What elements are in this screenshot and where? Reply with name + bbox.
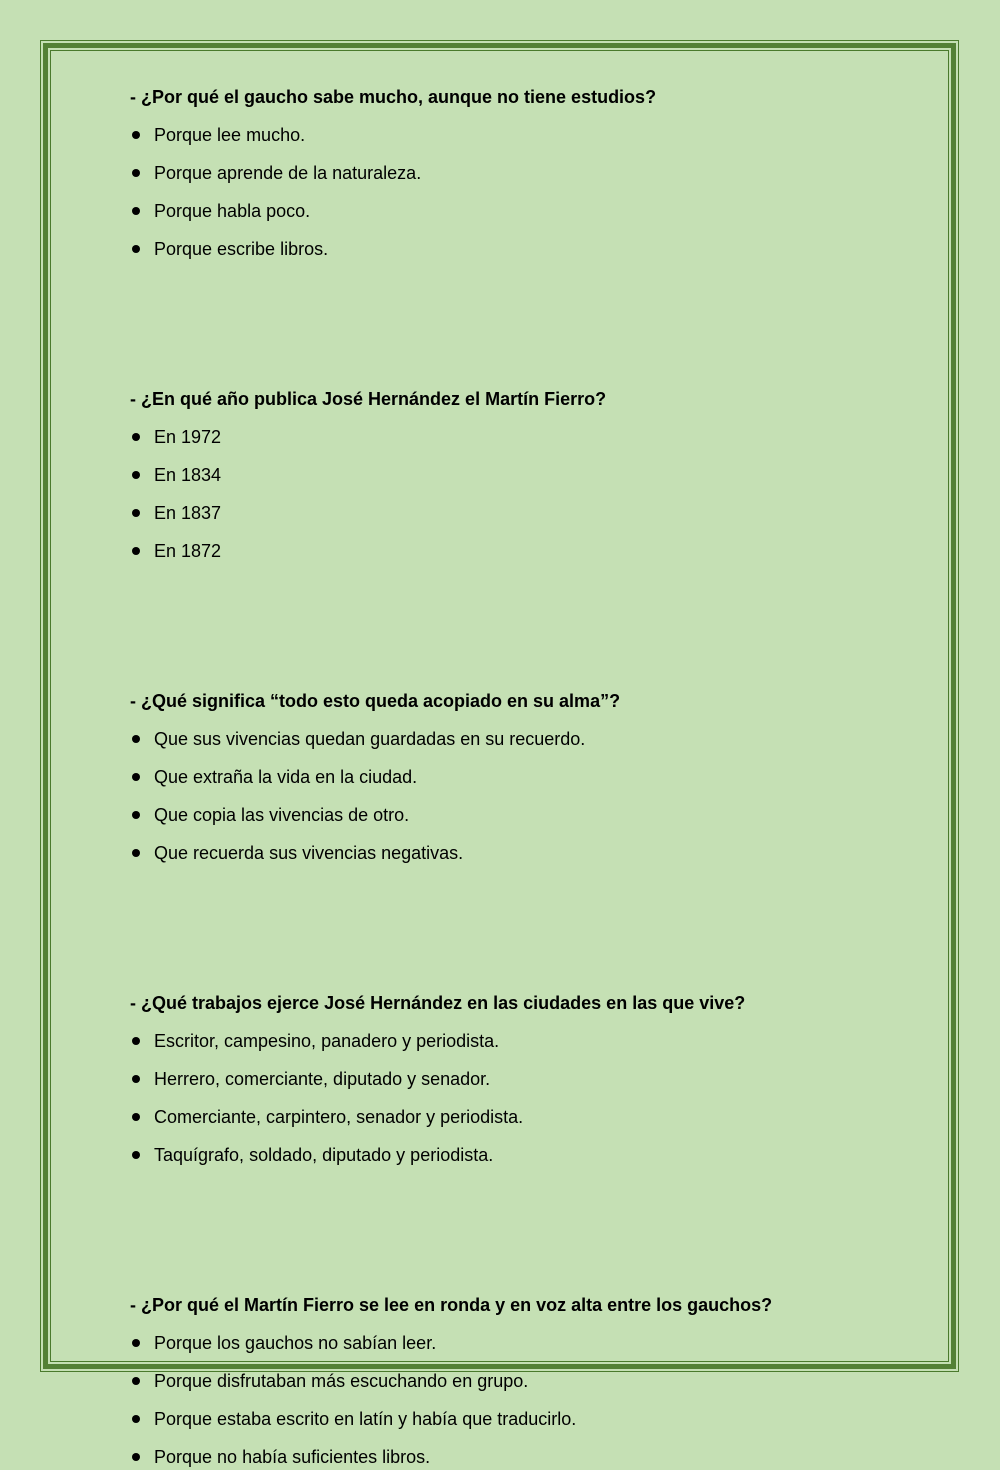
- answer-option-text: Porque estaba escrito en latín y había que traducirlo.: [154, 1409, 577, 1429]
- answer-option[interactable]: [130, 840, 910, 866]
- answer-option[interactable]: [130, 1104, 910, 1130]
- bullet-icon: [132, 547, 140, 555]
- answer-option-text: Que sus vivencias quedan guardadas en su recuerdo.: [154, 729, 586, 749]
- question-title: - ¿Por qué el gaucho sabe mucho, aunque no tiene estudios?: [130, 87, 657, 107]
- answer-options: [130, 1330, 910, 1470]
- answer-option-text: Porque escribe libros.: [154, 239, 329, 259]
- answer-option-text: Escritor, campesino, panadero y periodista.: [154, 1031, 500, 1051]
- answer-option[interactable]: [130, 122, 910, 148]
- answer-options: [130, 726, 910, 866]
- bullet-icon: [132, 433, 140, 441]
- bullet-icon: [132, 471, 140, 479]
- answer-option[interactable]: [130, 1142, 910, 1168]
- worksheet-content: [130, 84, 910, 1470]
- answer-options: [130, 424, 910, 564]
- answer-option-text: Porque no había suficientes libros.: [154, 1447, 431, 1467]
- bullet-icon: [132, 1037, 140, 1045]
- answer-option[interactable]: [130, 160, 910, 186]
- answer-option[interactable]: [130, 1406, 910, 1432]
- bullet-icon: [132, 245, 140, 253]
- answer-option-text: Que extraña la vida en la ciudad.: [154, 767, 418, 787]
- bullet-icon: [132, 207, 140, 215]
- answer-option-text: Comerciante, carpintero, senador y periodista.: [154, 1107, 524, 1127]
- answer-option[interactable]: [130, 802, 910, 828]
- answer-option-text: Porque aprende de la naturaleza.: [154, 163, 422, 183]
- bullet-icon: [132, 811, 140, 819]
- answer-option-text: Que recuerda sus vivencias negativas.: [154, 843, 464, 863]
- answer-options: [130, 122, 910, 262]
- answer-options: [130, 1028, 910, 1168]
- bullet-icon: [132, 849, 140, 857]
- bullet-icon: [132, 509, 140, 517]
- answer-option-text: Porque los gauchos no sabían leer.: [154, 1333, 437, 1353]
- bullet-icon: [132, 1113, 140, 1121]
- bullet-icon: [132, 1415, 140, 1423]
- answer-option-text: En 1972: [154, 427, 222, 447]
- answer-option[interactable]: [130, 726, 910, 752]
- question-title: - ¿Por qué el Martín Fierro se lee en ronda y en voz alta entre los gauchos?: [130, 1295, 773, 1315]
- answer-option-text: Porque lee mucho.: [154, 125, 306, 145]
- answer-option-text: Porque habla poco.: [154, 201, 311, 221]
- bullet-icon: [132, 1151, 140, 1159]
- bullet-icon: [132, 773, 140, 781]
- bullet-icon: [132, 735, 140, 743]
- answer-option[interactable]: [130, 1066, 910, 1092]
- question-title: - ¿En qué año publica José Hernández el Martín Fierro?: [130, 389, 607, 409]
- question-title: - ¿Qué significa “todo esto queda acopiado en su alma”?: [130, 691, 621, 711]
- question-block: [130, 1292, 910, 1470]
- answer-option-text: Que copia las vivencias de otro.: [154, 805, 410, 825]
- question-block: [130, 386, 910, 564]
- answer-option[interactable]: [130, 462, 910, 488]
- question-title: - ¿Qué trabajos ejerce José Hernández en las ciudades en las que vive?: [130, 993, 746, 1013]
- answer-option-text: En 1834: [154, 465, 222, 485]
- bullet-icon: [132, 1339, 140, 1347]
- bullet-icon: [132, 131, 140, 139]
- bullet-icon: [132, 169, 140, 177]
- bullet-icon: [132, 1075, 140, 1083]
- answer-option[interactable]: [130, 1028, 910, 1054]
- answer-option[interactable]: [130, 1330, 910, 1356]
- question-block: [130, 688, 910, 866]
- answer-option-text: Porque disfrutaban más escuchando en grupo.: [154, 1371, 529, 1391]
- answer-option[interactable]: [130, 764, 910, 790]
- answer-option-text: En 1872: [154, 541, 222, 561]
- answer-option-text: En 1837: [154, 503, 222, 523]
- answer-option-text: Taquígrafo, soldado, diputado y periodista.: [154, 1145, 494, 1165]
- answer-option[interactable]: [130, 424, 910, 450]
- answer-option[interactable]: [130, 236, 910, 262]
- answer-option[interactable]: [130, 1444, 910, 1470]
- question-block: [130, 84, 910, 262]
- answer-option[interactable]: [130, 198, 910, 224]
- answer-option[interactable]: [130, 500, 910, 526]
- answer-option[interactable]: [130, 1368, 910, 1394]
- bullet-icon: [132, 1453, 140, 1461]
- bullet-icon: [132, 1377, 140, 1385]
- question-block: [130, 990, 910, 1168]
- answer-option-text: Herrero, comerciante, diputado y senador.: [154, 1069, 491, 1089]
- answer-option[interactable]: [130, 538, 910, 564]
